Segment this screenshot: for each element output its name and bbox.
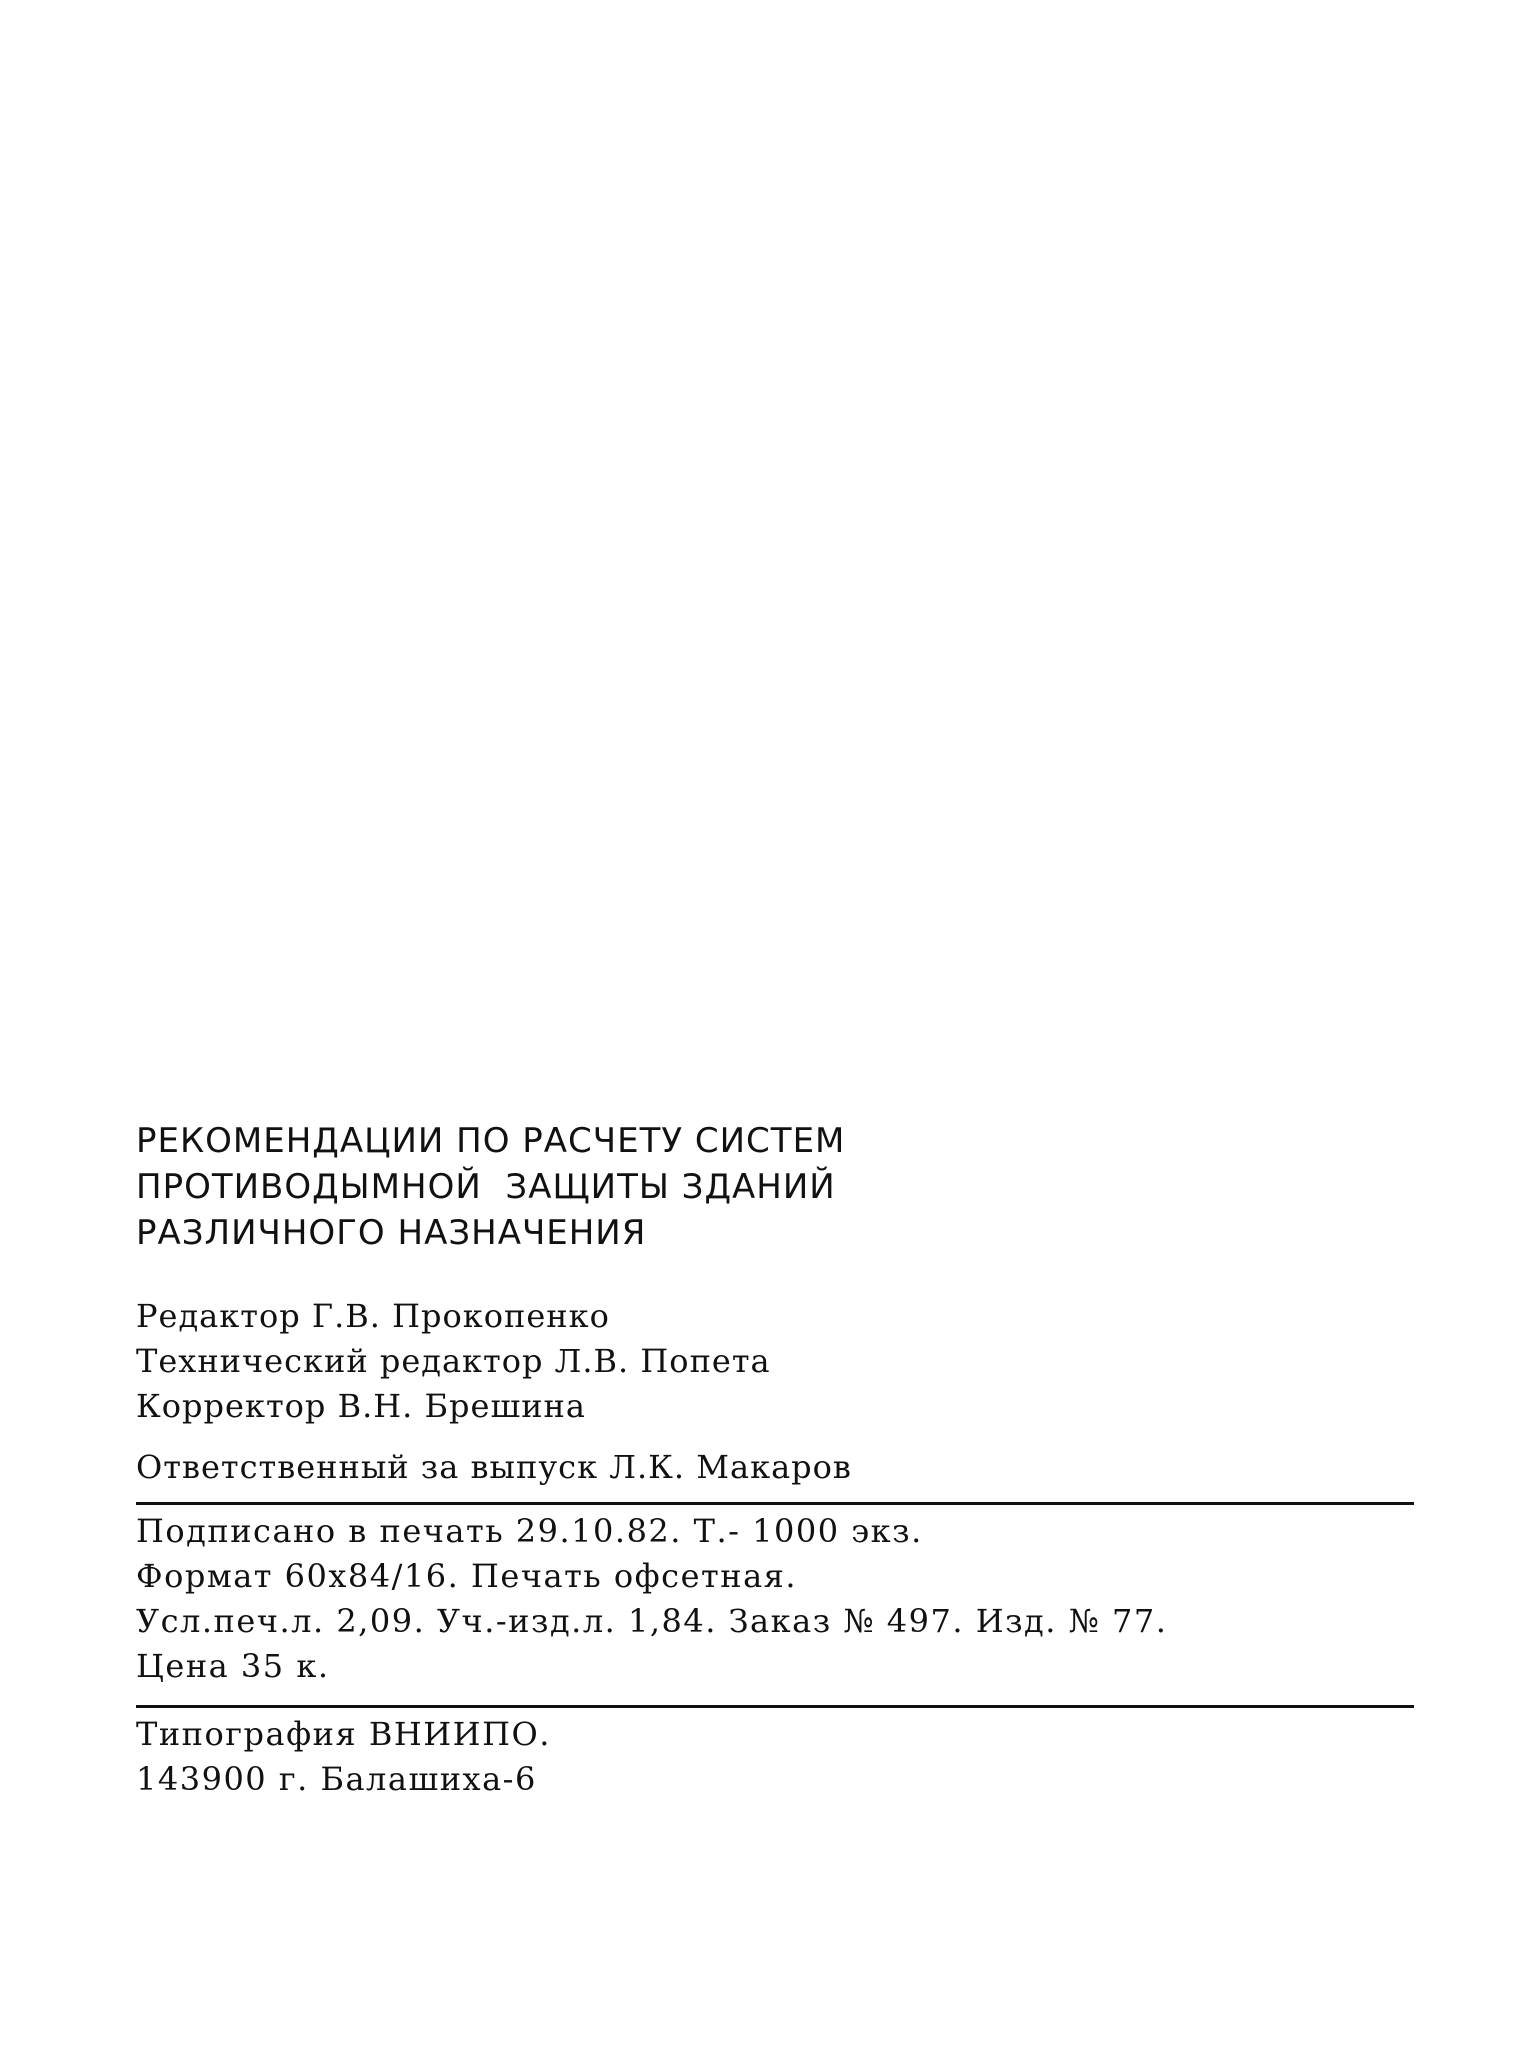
sheets-order-line: Усл.печ.л. 2,09. Уч.-изд.л. 1,84. Заказ № 497. Изд. № 77. [136, 1602, 1168, 1640]
editorial-staff [136, 1294, 1416, 1429]
price-line: Цена 35 к. [136, 1647, 330, 1685]
print-details [136, 1509, 1416, 1689]
document-title [136, 1118, 1416, 1256]
title-line: ПРОТИВОДЫМНОЙ ЗАЩИТЫ ЗДАНИЙ [136, 1167, 836, 1207]
divider-line [136, 1502, 1414, 1505]
divider-line [136, 1705, 1414, 1708]
title-line: РАЗЛИЧНОГО НАЗНАЧЕНИЯ [136, 1213, 647, 1253]
format-line: Формат 60х84/16. Печать офсетная. [136, 1557, 797, 1595]
printing-house-address: 143900 г. Балашиха-6 [136, 1760, 537, 1798]
proofreader-line: Корректор В.Н. Брешина [136, 1387, 586, 1425]
printing-house-name: Типография ВНИИПО. [136, 1715, 551, 1753]
responsible-person: Ответственный за выпуск Л.К. Макаров [136, 1448, 852, 1486]
technical-editor-line: Технический редактор Л.В. Попета [136, 1342, 771, 1380]
imprint-block [136, 1118, 1416, 1802]
editor-line: Редактор Г.В. Прокопенко [136, 1297, 610, 1335]
printing-house [136, 1712, 1416, 1802]
title-line: РЕКОМЕНДАЦИИ ПО РАСЧЕТУ СИСТЕМ [136, 1121, 846, 1161]
signed-to-print-line: Подписано в печать 29.10.82. Т.- 1000 экз. [136, 1512, 923, 1550]
